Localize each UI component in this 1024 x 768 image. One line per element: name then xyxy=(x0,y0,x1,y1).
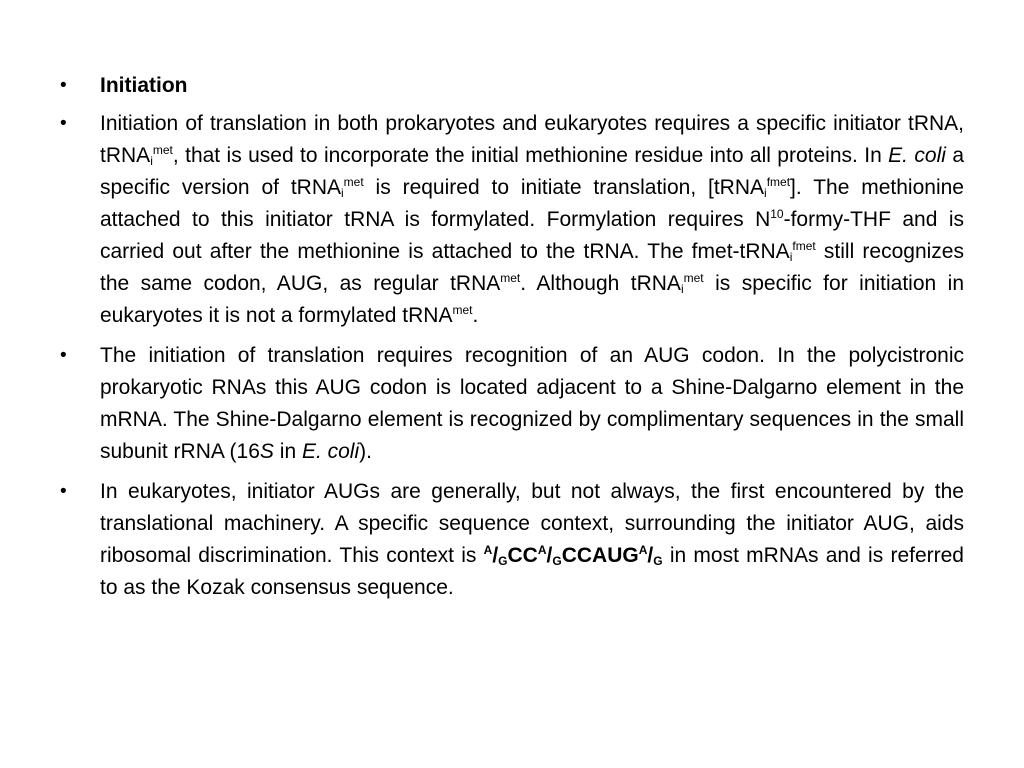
text-run: Initiation of translation in both prokaryotes and eukaryotes requires a specific initiator tRNA, tRNA xyxy=(100,112,964,167)
text-run: G xyxy=(498,554,508,568)
text-run: in xyxy=(273,440,302,463)
text-run: ]. The methionine attached to this initiator tRNA is formylated. Formylation requires N xyxy=(100,176,964,231)
text-run: The initiation of translation requires recognition of an AUG codon. In the polycistronic prokaryotic RNAs this AUG codon is located adjacent to a Shine-Dalgarno element in the mRNA. The Shine-Dalgarno element is recognized by complimentary sequences in the small subunit rRNA (16 xyxy=(100,344,964,463)
bullet-item-aug-recognition xyxy=(58,340,964,468)
text-run: , that is used to incorporate the initial methionine residue into all proteins. In xyxy=(172,144,889,167)
bullet-text xyxy=(100,108,964,332)
text-run: still recognizes the same codon, AUG, as regular tRNA xyxy=(100,240,964,295)
bullet-text xyxy=(100,340,964,468)
text-run: / xyxy=(647,544,654,567)
text-run: A xyxy=(537,543,547,557)
text-run: A xyxy=(638,543,648,557)
text-run: fmet xyxy=(792,239,816,253)
text-run: E. coli xyxy=(301,440,360,463)
text-run: 10 xyxy=(770,207,784,221)
text-run: CC xyxy=(507,544,538,567)
bullet-text xyxy=(100,70,964,102)
bullet-icon: • xyxy=(60,345,67,366)
text-run: met xyxy=(683,271,704,285)
bullet-list xyxy=(58,70,964,612)
bullet-text xyxy=(100,476,964,604)
text-run: i xyxy=(150,154,153,168)
text-run: in most mRNAs and is referred to as the Kozak consensus sequence. xyxy=(100,544,964,599)
bullet-icon: • xyxy=(60,113,67,134)
text-run: met xyxy=(452,303,473,317)
text-run: -formy-THF and is carried out after the methionine is attached to the tRNA. The fmet-tRNA xyxy=(100,208,964,263)
text-run: ). xyxy=(359,440,372,463)
text-run: / xyxy=(492,544,499,567)
text-run: Initiation xyxy=(100,74,188,97)
text-run: met xyxy=(500,271,521,285)
text-run: a specific version of tRNA xyxy=(100,144,964,199)
text-run: / xyxy=(546,544,553,567)
text-run: i xyxy=(764,186,767,200)
bullet-icon: • xyxy=(60,481,67,502)
bullet-item-kozak xyxy=(58,476,964,604)
text-run: fmet xyxy=(766,175,791,189)
text-run: A xyxy=(483,543,493,557)
text-run: G xyxy=(653,554,663,568)
text-run: met xyxy=(343,175,364,189)
text-run: G xyxy=(552,554,562,568)
text-run: is specific for initiation in eukaryotes it is not a formylated tRNA xyxy=(100,272,964,327)
text-run: S xyxy=(259,440,274,463)
text-run: . xyxy=(472,304,479,327)
bullet-icon: • xyxy=(60,75,67,96)
text-run: met xyxy=(152,143,173,157)
bullet-item-trna-initiator xyxy=(58,108,964,332)
text-run: CCAUG xyxy=(561,544,639,567)
text-run: i xyxy=(341,186,344,200)
text-run: In eukaryotes, initiator AUGs are generally, but not always, the first encountered by the translational machinery. A specific sequence context, surrounding the initiator AUG, aids ribosomal discrimination. This context is xyxy=(100,480,964,567)
bullet-item-initiation-heading xyxy=(58,70,964,102)
text-run: i xyxy=(789,250,793,264)
text-run: is required to initiate translation, [tRNA xyxy=(363,176,765,199)
text-run: i xyxy=(680,282,684,296)
text-run: . Although tRNA xyxy=(520,272,681,295)
text-run: E. coli xyxy=(888,144,946,167)
